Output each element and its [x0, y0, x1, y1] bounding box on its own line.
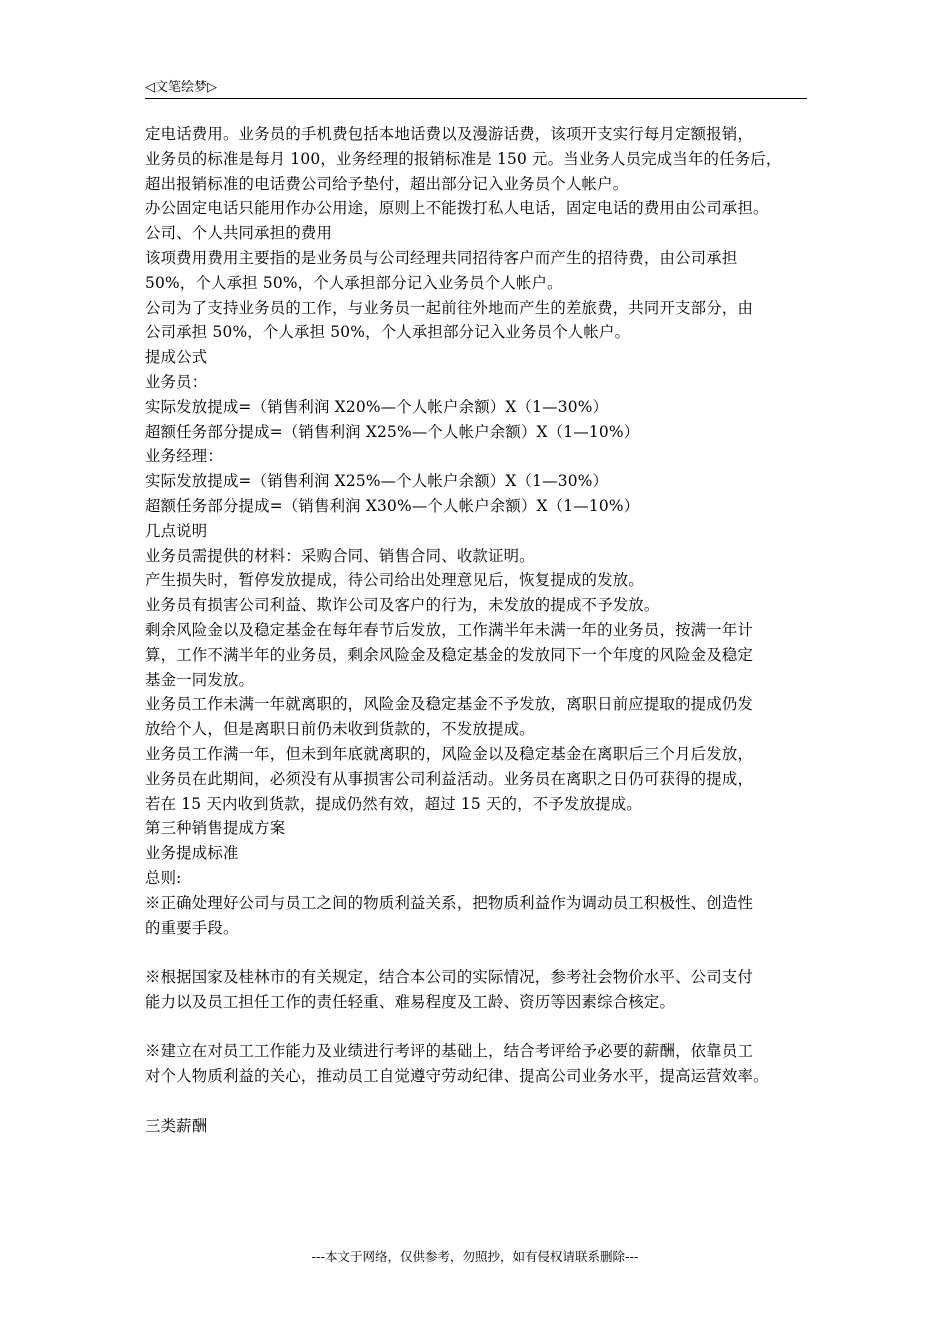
blank-line	[145, 940, 807, 965]
paragraph-line: 业务员：	[145, 372, 208, 391]
paragraph-line: 第三种销售提成方案	[145, 819, 286, 838]
paragraph-line: 业务员的标准是每月 100，业务经理的报销标准是 150 元。当业务人员完成当年的任务后，	[145, 149, 782, 168]
paragraph-line: 该项费用费用主要指的是业务员与公司经理共同招待客户而产生的招待费，由公司承担	[145, 248, 738, 267]
paragraph-line: 基金一同发放。	[145, 670, 255, 689]
paragraph-line: 业务提成标准	[145, 844, 239, 863]
paragraph-line: 超额任务部分提成=（销售利润 X30%—个人帐户余额）X（1—10%）	[145, 496, 640, 515]
paragraph-line: 提成公式	[145, 348, 208, 367]
paragraph-line: 若在 15 天内收到货款，提成仍然有效，超过 15 天的，不予发放提成。	[145, 794, 642, 813]
paragraph-line: 超额任务部分提成=（销售利润 X25%—个人帐户余额）X（1—10%）	[145, 422, 640, 441]
header-title: ◁文笔绘梦▷	[145, 80, 217, 95]
paragraph-line: 超出报销标准的电话费公司给予垫付，超出部分记入业务员个人帐户。	[145, 174, 629, 193]
paragraph-line: 业务员有损害公司利益、欺诈公司及客户的行为，未发放的提成不予发放。	[145, 596, 660, 615]
paragraph-line: 总则:	[145, 868, 182, 887]
page-header	[145, 72, 807, 99]
document-body	[145, 122, 807, 1139]
paragraph-line: 剩余风险金以及稳定基金在每年春节后发放，工作满半年未满一年的业务员，按满一年计	[145, 620, 754, 639]
paragraph-line: 实际发放提成=（销售利润 X20%—个人帐户余额）X（1—30%）	[145, 397, 609, 416]
paragraph-line: 公司承担 50%，个人承担 50%，个人承担部分记入业务员个人帐户。	[145, 323, 631, 342]
paragraph-line: 公司、个人共同承担的费用	[145, 224, 333, 243]
blank-line	[145, 1089, 807, 1114]
paragraph-line: 业务员在此期间，必须没有从事损害公司利益活动。业务员在离职之日仍可获得的提成，	[145, 769, 754, 788]
paragraph-line: 公司为了支持业务员的工作，与业务员一起前往外地而产生的差旅费，共同开支部分，由	[145, 298, 754, 317]
paragraph-line: 三类薪酬	[145, 1116, 208, 1135]
paragraph-line: 的重要手段。	[145, 918, 239, 937]
blank-line	[145, 1015, 807, 1040]
paragraph-line: 产生损失时，暂停发放提成，待公司给出处理意见后，恢复提成的发放。	[145, 571, 644, 590]
paragraph-line: 能力以及员工担任工作的责任轻重、难易程度及工龄、资历等因素综合核定。	[145, 992, 676, 1011]
paragraph-line: 业务员工作未满一年就离职的，风险金及稳定基金不予发放，离职日前应提取的提成仍发	[145, 695, 754, 714]
paragraph-line: 业务员需提供的材料：采购合同、销售合同、收款证明。	[145, 546, 535, 565]
paragraph-line: 业务经理：	[145, 447, 223, 466]
paragraph-line: 业务员工作满一年，但未到年底就离职的，风险金以及稳定基金在离职后三个月后发放，	[145, 744, 754, 763]
paragraph-line: 几点说明	[145, 521, 208, 540]
paragraph-line: ※建立在对员工工作能力及业绩进行考评的基础上，结合考评给予必要的薪酬，依靠员工	[145, 1042, 754, 1061]
page-footer: ---本文于网络，仅供参考，勿照抄，如有侵权请联系删除---	[311, 1249, 639, 1264]
paragraph-line: ※根据国家及桂林市的有关规定，结合本公司的实际情况，参考社会物价水平、公司支付	[145, 968, 754, 987]
paragraph-line: 50%，个人承担 50%，个人承担部分记入业务员个人帐户。	[145, 273, 563, 292]
paragraph-line: 对个人物质利益的关心，推动员工自觉遵守劳动纪律、提高公司业务水平，提高运营效率。	[145, 1067, 769, 1086]
paragraph-line: 办公固定电话只能用作办公用途，原则上不能拨打私人电话，固定电话的费用由公司承担。	[145, 199, 769, 218]
paragraph-line: 放给个人，但是离职日前仍未收到货款的，不发放提成。	[145, 720, 535, 739]
paragraph-line: 算，工作不满半年的业务员，剩余风险金及稳定基金的发放同下一个年度的风险金及稳定	[145, 645, 754, 664]
paragraph-line: 实际发放提成=（销售利润 X25%—个人帐户余额）X（1—30%）	[145, 472, 609, 491]
paragraph-line: ※正确处理好公司与员工之间的物质利益关系，把物质利益作为调动员工积极性、创造性	[145, 893, 754, 912]
paragraph-line: 定电话费用。业务员的手机费包括本地话费以及漫游话费，该项开支实行每月定额报销，	[145, 125, 754, 143]
